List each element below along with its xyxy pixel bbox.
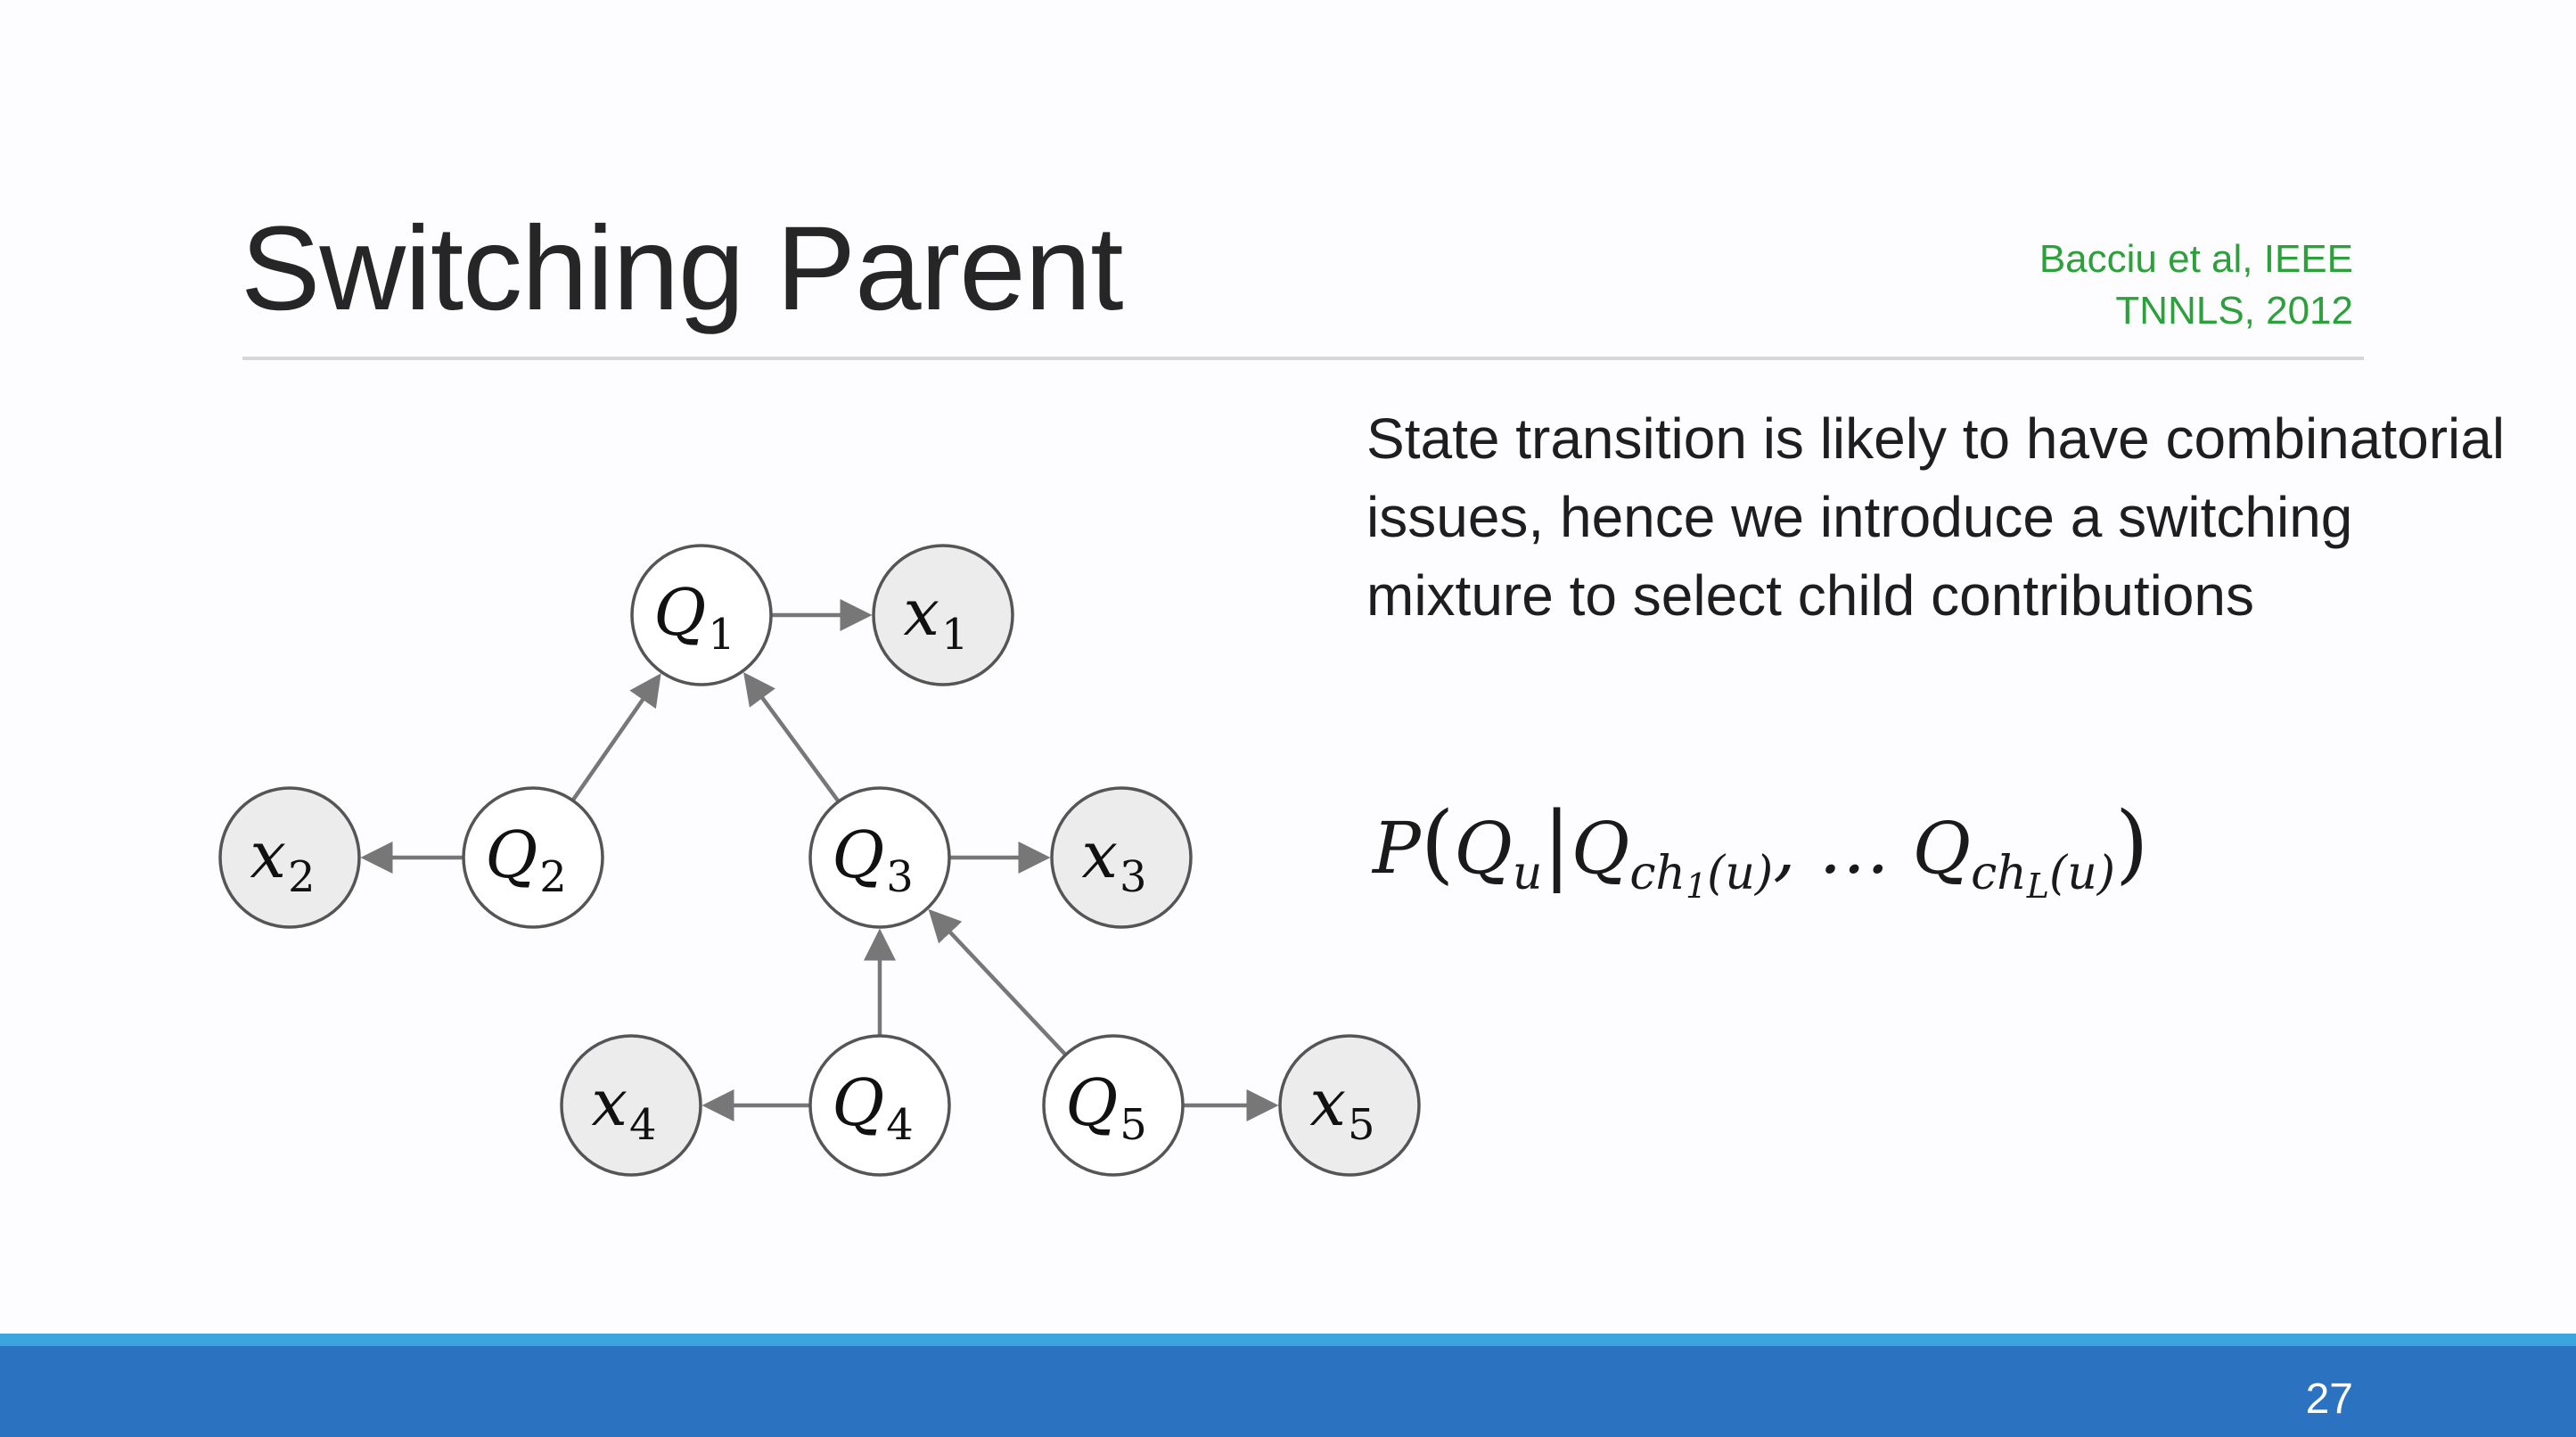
- node-label-main-x1: x: [903, 575, 940, 650]
- slide-title: Switching Parent: [241, 202, 1123, 335]
- node-label-main-Q5: Q: [1065, 1065, 1119, 1140]
- node-label-sub-Q1: 1: [708, 610, 735, 660]
- citation-line-1: Bacciu et al, IEEE: [2039, 237, 2353, 281]
- node-label-main-x4: x: [591, 1065, 628, 1140]
- formula-open-paren: (: [1420, 793, 1455, 893]
- node-label-main-x5: x: [1309, 1065, 1347, 1140]
- formula-fn: P: [1373, 807, 1421, 890]
- formula-q-ch1: Q: [1571, 807, 1630, 890]
- node-label-main-Q2: Q: [485, 817, 538, 892]
- edge-Q2-to-Q1: [573, 677, 660, 801]
- formula-q-u-sub: u: [1512, 847, 1543, 900]
- formula-separator: , …: [1773, 807, 1913, 890]
- node-label-sub-x1: 1: [941, 610, 969, 660]
- formula-q-chL: Q: [1912, 807, 1972, 890]
- footer-bar: [0, 1346, 2576, 1437]
- node-Q3: [810, 788, 949, 927]
- formula-q-ch1-subsub: 1: [1685, 866, 1708, 906]
- node-label-sub-Q4: 4: [886, 1100, 914, 1150]
- footer-accent-stripe: [0, 1334, 2576, 1346]
- formula-q-u: Q: [1454, 807, 1513, 890]
- formula-bar: |: [1542, 793, 1571, 893]
- formula-q-chL-sub-tail: (u): [2048, 847, 2116, 900]
- formula-q-chL-subsub: L: [2026, 866, 2049, 906]
- node-label-main-Q1: Q: [653, 575, 707, 650]
- node-label-sub-Q5: 5: [1120, 1100, 1147, 1150]
- node-label-sub-x5: 5: [1348, 1100, 1375, 1150]
- node-label-main-x3: x: [1081, 817, 1119, 892]
- description-text: State transition is likely to have combinatorial issues, hence we introduce a switching mixture to select child contributions: [1366, 406, 2506, 628]
- node-label-sub-x3: 3: [1120, 852, 1147, 902]
- node-x3: [1052, 788, 1191, 927]
- formula-q-chL-sub: [1971, 847, 2116, 906]
- formula-q-ch1-sub-tail: (u): [1707, 847, 1774, 900]
- node-label-main-Q3: Q: [832, 817, 885, 892]
- formula-q-ch1-sub-text: ch: [1629, 847, 1686, 900]
- node-label-sub-Q3: 3: [886, 852, 914, 902]
- node-x1: [874, 546, 1013, 685]
- probability-formula: [1373, 793, 2148, 906]
- node-x2: [220, 788, 359, 927]
- edge-Q5-to-Q3: [931, 912, 1066, 1055]
- edge-Q3-to-Q1: [746, 676, 839, 801]
- node-label-sub-x4: 4: [629, 1100, 657, 1150]
- formula-q-ch1-sub: [1629, 847, 1774, 906]
- formula-q-chL-sub-text: ch: [1971, 847, 2027, 900]
- citation-line-2: TNNLS, 2012: [2115, 289, 2353, 333]
- node-x5: [1280, 1036, 1419, 1175]
- page-number: 27: [2305, 1375, 2353, 1423]
- node-label-main-Q4: Q: [832, 1065, 885, 1140]
- formula-close-paren: ): [2115, 793, 2149, 893]
- node-label-main-x2: x: [250, 817, 287, 892]
- nodes: [220, 546, 1419, 1175]
- node-Q4: [810, 1036, 949, 1175]
- node-Q5: [1044, 1036, 1183, 1175]
- node-label-sub-Q2: 2: [539, 852, 567, 902]
- node-Q2: [464, 788, 603, 927]
- node-label-sub-x2: 2: [288, 852, 316, 902]
- node-x4: [562, 1036, 701, 1175]
- node-Q1: [632, 546, 771, 685]
